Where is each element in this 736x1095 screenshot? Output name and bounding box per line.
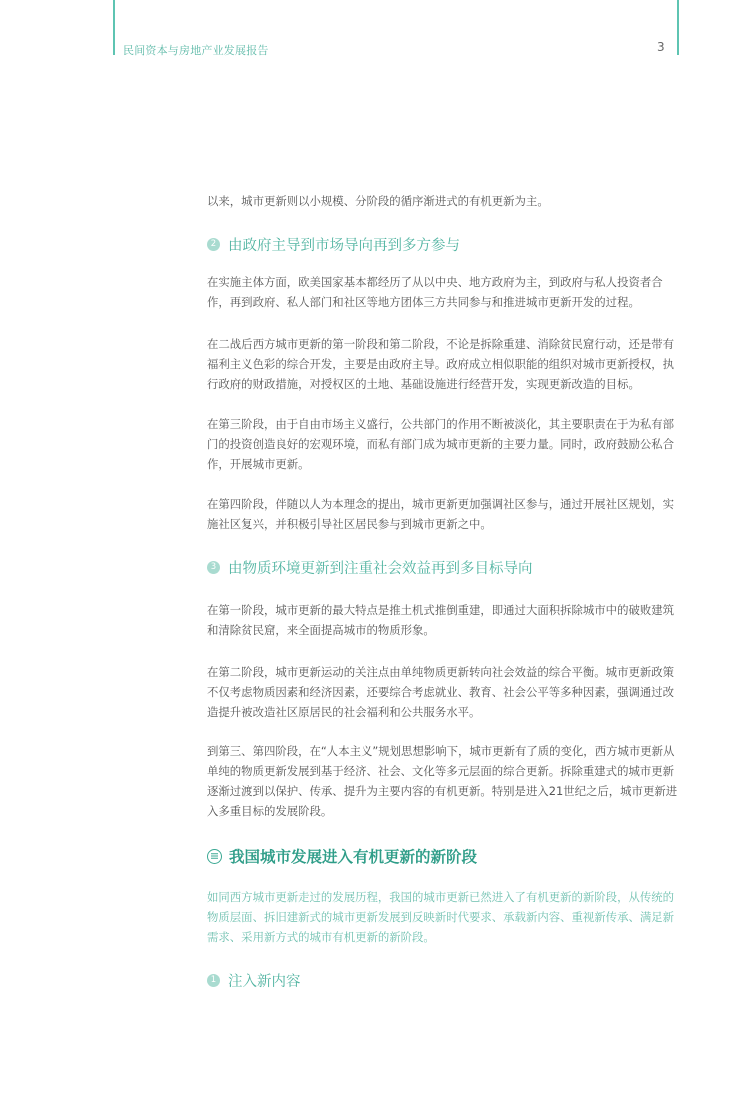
paragraph: 在第一阶段，城市更新的最大特点是推土机式推倒重建，即通过大面积拆除城市中的破败建筑和清除贫民窟，来全面提高城市的物质形象。 bbox=[207, 603, 675, 637]
number-badge: 1 bbox=[207, 974, 220, 987]
subheading-2 bbox=[207, 234, 460, 255]
paragraph: 在二战后西方城市更新的第一阶段和第二阶段，不论是拆除重建、消除贫民窟行动，还是带有福利主义色彩的综合开发，主要是由政府主导。政府成立相似职能的组织对城市更新授权，执行政府的财政措施，对授权区的土地、基础设施进行经营开发，实现更新改造的目标。 bbox=[207, 337, 675, 391]
paragraph: 到第三、第四阶段，在“人本主义”规划思想影响下，城市更新有了质的变化，西方城市更新从单纯的物质更新发展到基于经济、社会、文化等多元层面的综合更新。拆除重建式的城市更新逐渐过渡到以保护、传承、提升为主要内容的有机更新。特别是进入21世纪之后，城市更新进入多重目标的发展阶段。 bbox=[207, 744, 678, 818]
subheading-title: 由政府主导到市场导向再到多方参与 bbox=[228, 238, 460, 254]
subheading-title: 注入新内容 bbox=[228, 974, 301, 990]
subheading-1 bbox=[207, 970, 301, 991]
page-number: 3 bbox=[657, 40, 665, 54]
header-rule-right bbox=[677, 0, 679, 55]
intro-paragraph: 以来，城市更新则以小规模、分阶段的循序渐进式的有机更新为主。 bbox=[207, 194, 549, 208]
running-title: 民间资本与房地产业发展报告 bbox=[123, 44, 269, 57]
subheading-title: 由物质环境更新到注重社会效益再到多目标导向 bbox=[228, 561, 533, 577]
section-heading bbox=[207, 845, 477, 867]
section-title: 我国城市发展进入有机更新的新阶段 bbox=[229, 848, 478, 866]
number-badge: 3 bbox=[207, 561, 220, 574]
section-lead-paragraph: 如同西方城市更新走过的发展历程，我国的城市更新已然进入了有机更新的新阶段，从传统的物质层面、拆旧建新式的城市更新发展到反映新时代要求、承载新内容、重视新传承、满足新需求、采用新方式的城市有机更新的新阶段。 bbox=[207, 890, 675, 944]
paragraph: 在第二阶段，城市更新运动的关注点由单纯物质更新转向社会效益的综合平衡。城市更新政策不仅考虑物质因素和经济因素，还要综合考虑就业、教育、社会公平等多种因素，强调通过改造提升被改造社区原居民的社会福利和公共服务水平。 bbox=[207, 665, 675, 719]
paragraph: 在实施主体方面，欧美国家基本都经历了从以中央、地方政府为主，到政府与私人投资者合作，再到政府、私人部门和社区等地方团体三方共同参与和推进城市更新开发的过程。 bbox=[207, 275, 663, 309]
paragraph: 在第四阶段，伴随以人为本理念的提出，城市更新更加强调社区参与，通过开展社区规划，实施社区复兴，并积极引导社区居民参与到城市更新之中。 bbox=[207, 497, 675, 531]
subheading-3 bbox=[207, 557, 533, 578]
header-rule-left bbox=[113, 0, 115, 55]
section-number-icon bbox=[207, 849, 222, 864]
paragraph: 在第三阶段，由于自由市场主义盛行，公共部门的作用不断被淡化，其主要职责在于为私有部门的投资创造良好的宏观环境，而私有部门成为城市更新的主要力量。同时，政府鼓励公私合作，开展城市更新。 bbox=[207, 417, 675, 471]
number-badge: 2 bbox=[207, 238, 220, 251]
